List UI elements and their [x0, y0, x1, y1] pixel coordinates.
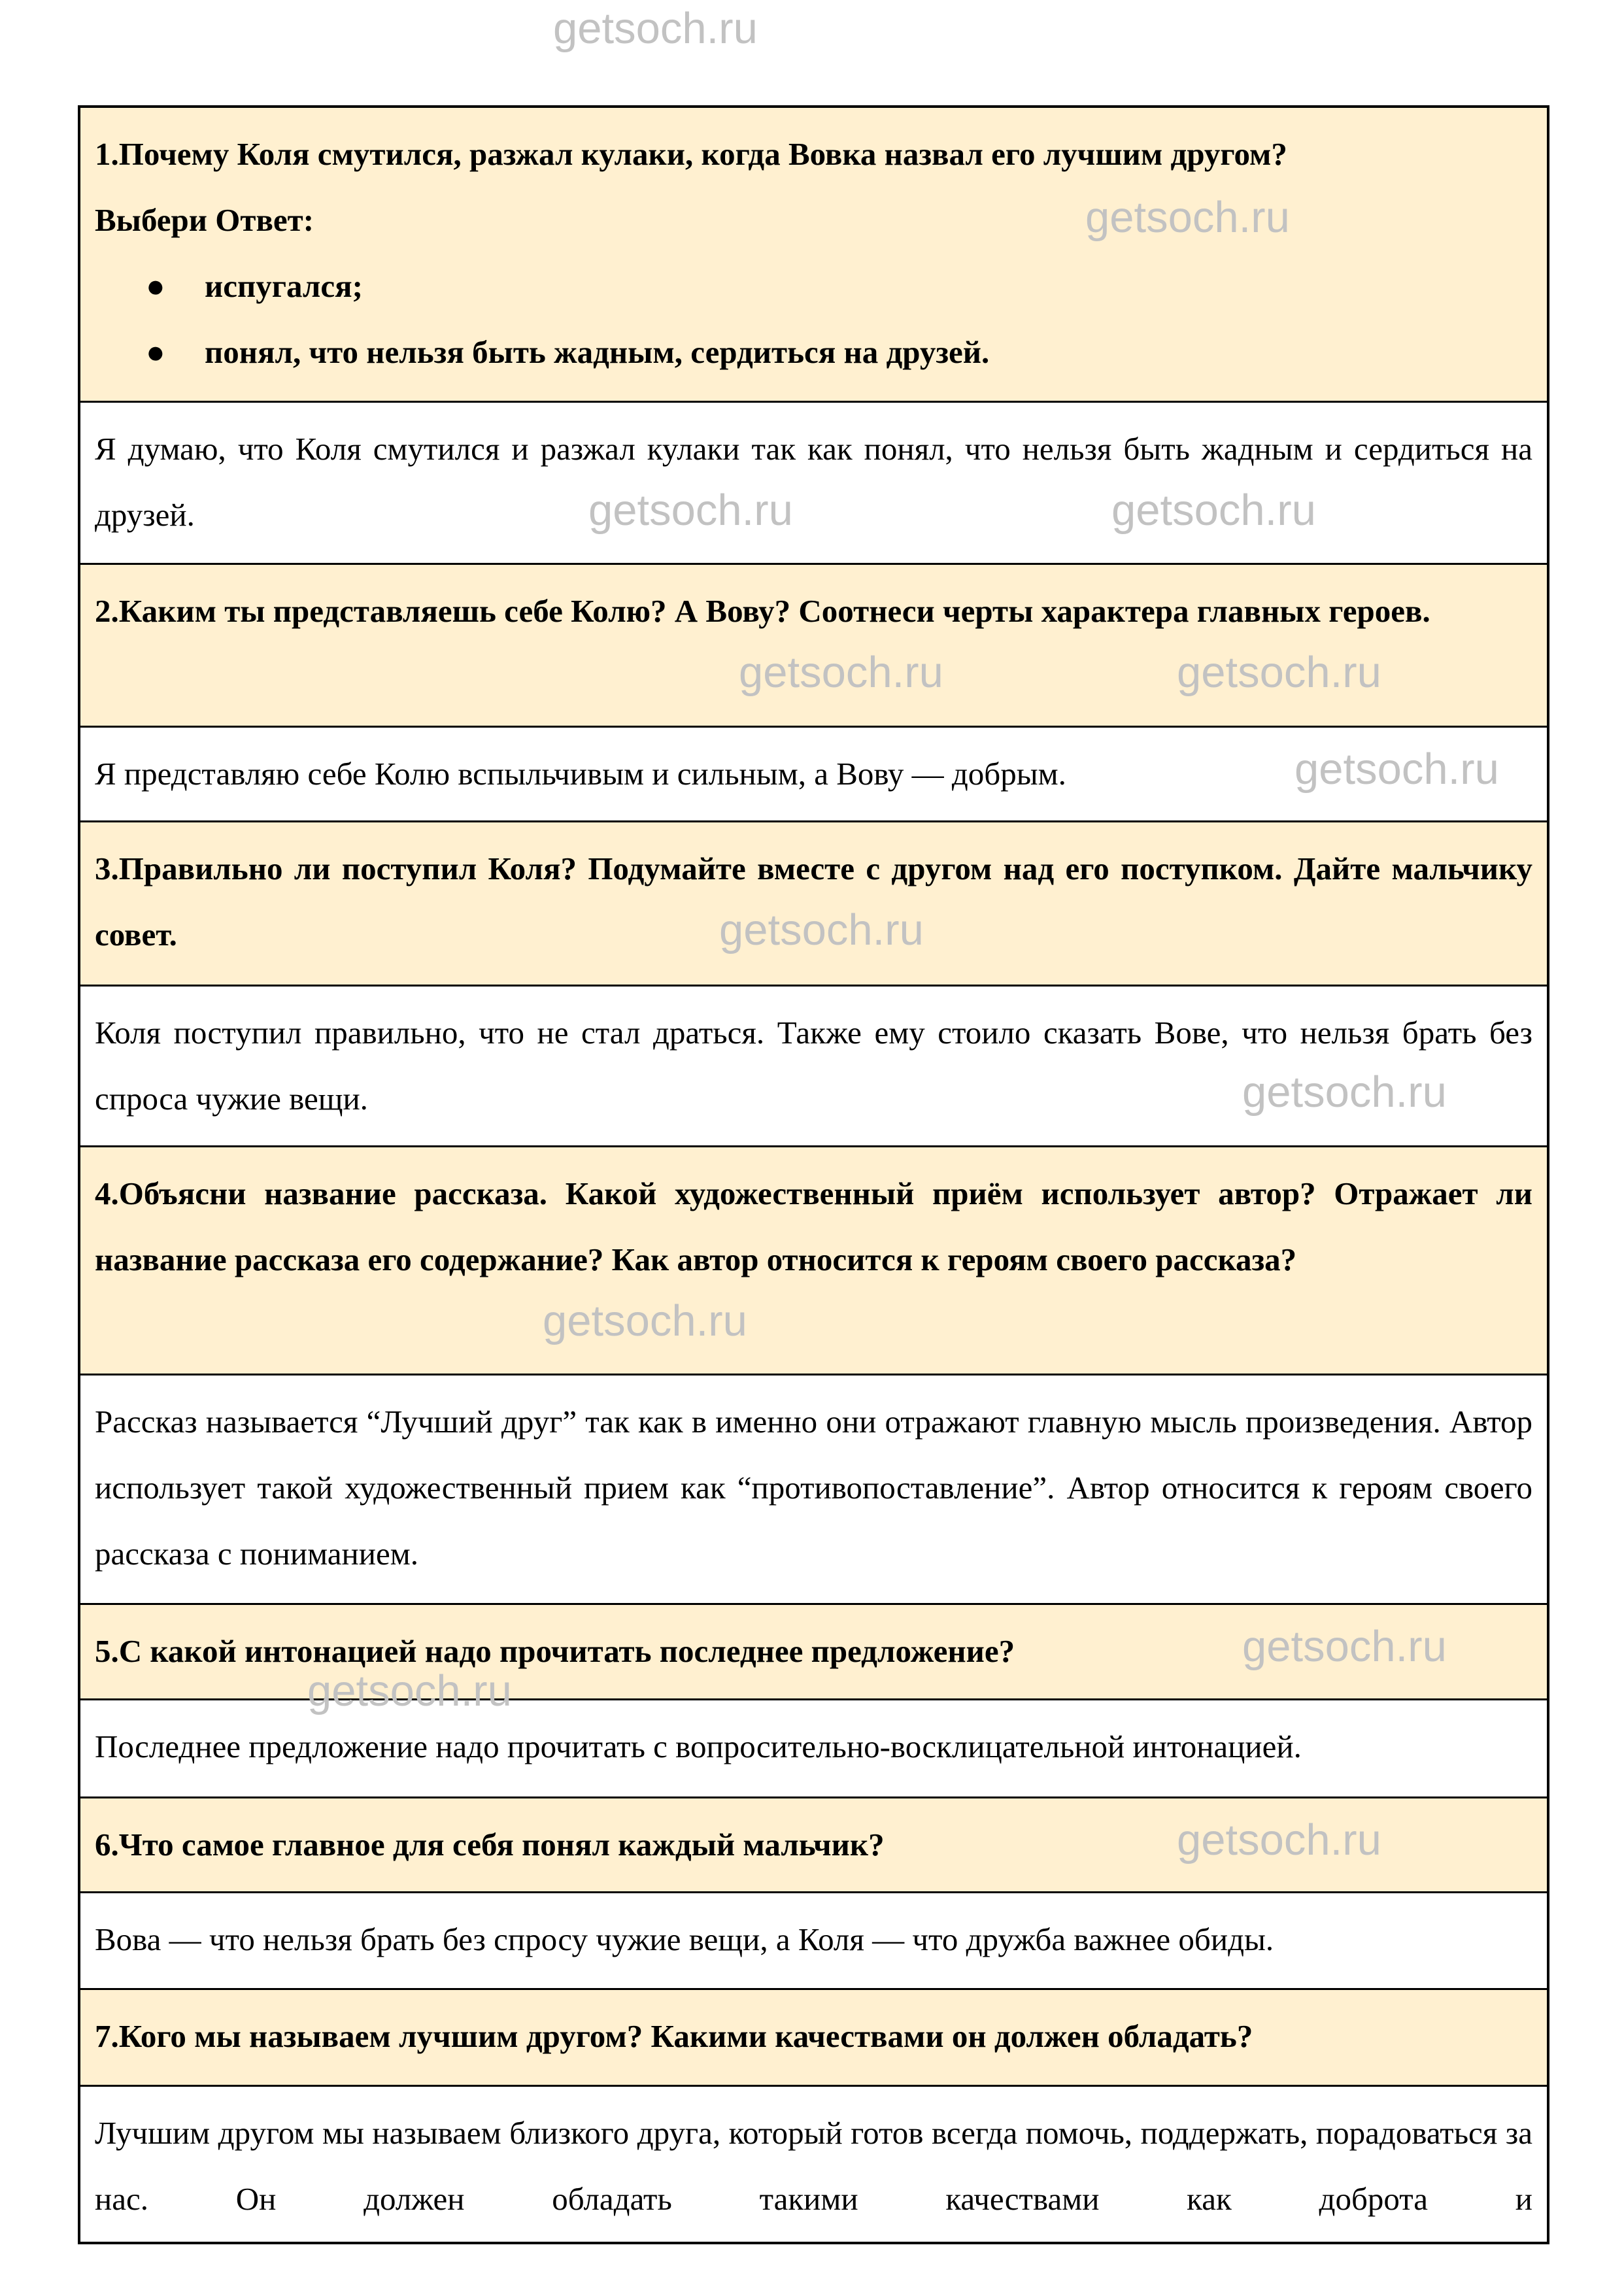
answer-text: Вова — что нельзя брать без спросу чужие вещи, а Коля — что дружба важнее обиды.: [95, 1921, 1274, 1957]
watermark: getsoch.ru: [1177, 1815, 1381, 1864]
watermark: getsoch.ru: [1111, 486, 1316, 535]
watermark: getsoch.ru: [719, 905, 924, 954]
watermark: getsoch.ru: [1242, 1622, 1447, 1671]
watermark: getsoch.ru: [1242, 1068, 1447, 1117]
answer-row-5: [80, 1698, 1547, 1796]
option-text: понял, что нельзя быть жадным, сердиться на друзей.: [205, 334, 990, 370]
answer-row-3: [80, 985, 1547, 1145]
answer-row-2: [80, 726, 1547, 820]
answer-row-1: [80, 401, 1547, 563]
answer-row-6: [80, 1891, 1547, 1988]
options-list: [95, 253, 1532, 385]
bullet-icon: ●: [146, 268, 165, 304]
answer-text: Лучшим другом мы называем близкого друга, который готов всегда помочь, поддержать, порадоваться за нас. Он должен обладать такими качествами как доброта и: [95, 2115, 1532, 2217]
answer-text: Последнее предложение надо прочитать с вопросительно-восклицательной интонацией.: [95, 1729, 1302, 1764]
option-item: [95, 319, 1532, 385]
question-text: 4.Объясни название рассказа. Какой художественный приём использует автор? Отражает ли название рассказа его содержание? Как автор относится к героям своего рассказа?: [95, 1175, 1532, 1277]
bullet-icon: ●: [146, 334, 165, 370]
answer-text: Коля поступил правильно, что не стал драться. Также ему стоило сказать Вове, что нельзя брать без спроса чужие вещи.: [95, 1015, 1532, 1117]
watermark: getsoch.ru: [553, 4, 758, 53]
question-row-1: [80, 108, 1547, 401]
watermark: getsoch.ru: [1085, 193, 1290, 242]
qa-table: [78, 105, 1549, 2244]
question-row-2: [80, 563, 1547, 726]
answer-text: Рассказ называется “Лучший друг” так как в именно они отражают главную мысль произведения. Автор использует такой художественный прием как “противопоставление”. Автор относится к героям своего рассказа с пониманием.: [95, 1404, 1532, 1572]
watermark: getsoch.ru: [739, 648, 943, 697]
question-prompt: Выбери Ответ:: [95, 202, 314, 238]
option-item: [95, 253, 1532, 319]
question-row-3: [80, 820, 1547, 985]
question-text: 3.Правильно ли поступил Коля? Подумайте вместе с другом над его поступком. Дайте мальчику совет.: [95, 851, 1532, 953]
answer-text: Я представляю себе Колю вспыльчивым и сильным, а Вову — добрым.: [95, 756, 1066, 792]
question-row-6: [80, 1796, 1547, 1891]
watermark: getsoch.ru: [588, 486, 793, 535]
question-text: 1.Почему Коля смутился, разжал кулаки, когда Вовка назвал его лучшим другом?: [95, 136, 1287, 172]
question-row-5: [80, 1603, 1547, 1698]
answer-row-4: [80, 1374, 1547, 1603]
option-text: испугался;: [205, 268, 363, 304]
question-text: 6.Что самое главное для себя понял каждый мальчик?: [95, 1827, 885, 1863]
question-text: 5.С какой интонацией надо прочитать последнее предложение?: [95, 1633, 1015, 1669]
watermark: getsoch.ru: [1177, 648, 1381, 697]
answer-row-7: [80, 2085, 1547, 2242]
question-row-7: [80, 1988, 1547, 2085]
question-text: 7.Кого мы называем лучшим другом? Какими качествами он должен обладать?: [95, 2018, 1253, 2054]
watermark: getsoch.ru: [1294, 745, 1499, 794]
watermark: getsoch.ru: [307, 1666, 512, 1715]
question-text: 2.Каким ты представляешь себе Колю? А Вову? Соотнеси черты характера главных героев.: [95, 593, 1430, 629]
watermark: getsoch.ru: [543, 1296, 747, 1345]
answer-text: Я думаю, что Коля смутился и разжал кулаки так как понял, что нельзя быть жадным и сердиться на друзей.: [95, 431, 1532, 533]
question-row-4: [80, 1145, 1547, 1374]
